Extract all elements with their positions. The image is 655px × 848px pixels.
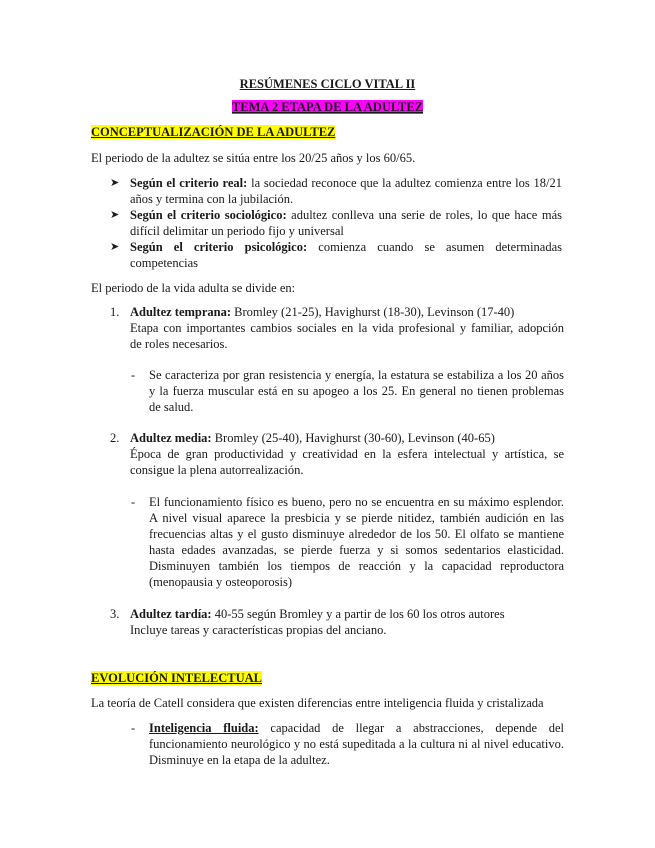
section-heading-conceptualizacion: CONCEPTUALIZACIÓN DE LA ADULTEZ [91,125,336,139]
section-heading-evolucion: EVOLUCIÓN INTELECTUAL [91,671,262,685]
stage-2-desc-line1: Época de gran productividad y creatividad en la esfera intelectual y artística, se [130,447,564,461]
stage-2-detail-line3: frecuencias altas y el gusto disminuye alrededor de los 50. El olfato se mantiene [149,527,564,541]
stage-2-detail-line2: A nivel visual aparece la presbicia y se pierde nitidez, también audición en las [149,511,564,525]
stage-2-detail-line5: Disminuyen también los tiempos de reacción y la capacidad reproductora [149,559,564,573]
section2-intro: La teoría de Catell considera que existen diferencias entre inteligencia fluida y cristalizada [91,696,544,710]
stage-1-detail-line1: Se caracteriza por gran resistencia y energía, la estatura se estabiliza a los 20 años [149,368,564,382]
criterio-sociologico-line1: Según el criterio sociológico: adultez conlleva una serie de roles, lo que hace más [130,208,562,222]
stage-2-detail-line4: hasta edades avanzadas, se pierde fuerza y si somos sedentarios elasticidad. [149,543,564,557]
topic-title: TEMA 2 ETAPA DE LA ADULTEZ [231,100,424,114]
dash-bullet: - [131,368,136,382]
criterio-sociologico-line2: difícil delimitar un periodo fijo y universal [130,224,344,238]
stage-2-title: Adultez media: Bromley (25-40), Havighurst (30-60), Levinson (40-65) [130,431,495,445]
dash-bullet: - [131,721,136,735]
stage-1-detail-line3: de salud. [149,400,194,414]
criterio-real-line2: años y termina con la jubilación. [130,192,294,206]
document-title: RESÚMENES CICLO VITAL II [239,77,416,91]
stage-1-number: 1. [110,305,120,319]
stage-3-number: 3. [110,607,120,621]
stage-2-detail-line6: (menopausia y osteoporosis) [149,575,293,589]
stage-1-title: Adultez temprana: Bromley (21-25), Havighurst (18-30), Levinson (17-40) [130,305,515,319]
stage-3-desc-line1: Incluye tareas y características propias del anciano. [130,623,387,637]
arrow-bullet-icon: ➤ [110,241,120,253]
inteligencia-fluida-line2: funcionamiento neurológico y no está supeditada a la cultura ni al nivel educativo. [149,737,564,751]
criterio-psicologico-line1: Según el criterio psicológico: comienza cuando se asumen determinadas [130,240,563,254]
stage-2-detail-line1: El funcionamiento físico es bueno, pero no se encuentra en su máximo esplendor. [149,495,564,509]
section1-intro: El periodo de la adultez se sitúa entre los 20/25 años y los 60/65. [91,151,416,165]
criterio-psicologico-line2: competencias [130,256,199,270]
inteligencia-fluida-line1: Inteligencia fluida: capacidad de llegar a abstracciones, depende del [149,721,565,735]
dash-bullet: - [131,495,136,509]
inteligencia-fluida-line3: Disminuye en la etapa de la adultez. [149,753,330,767]
stage-2-desc-line2: consigue la plena autorrealización. [130,463,304,477]
stage-1-detail-line2: y la fuerza muscular está en su apogeo a los 25. En general no tienen problemas [149,384,564,398]
stages-intro: El periodo de la vida adulta se divide en: [91,281,296,295]
stage-1-desc-line2: de roles necesarios. [130,337,228,351]
stage-2-number: 2. [110,431,120,445]
stage-3-title: Adultez tardía: 40-55 según Bromley y a partir de los 60 los otros autores [130,607,505,621]
arrow-bullet-icon: ➤ [110,177,120,189]
stage-1-desc-line1: Etapa con importantes cambios sociales en la vida profesional y familiar, adopción [130,321,564,335]
arrow-bullet-icon: ➤ [110,209,120,221]
criterio-real-line1: Según el criterio real: la sociedad reconoce que la adultez comienza entre los 18/21 [130,176,563,190]
